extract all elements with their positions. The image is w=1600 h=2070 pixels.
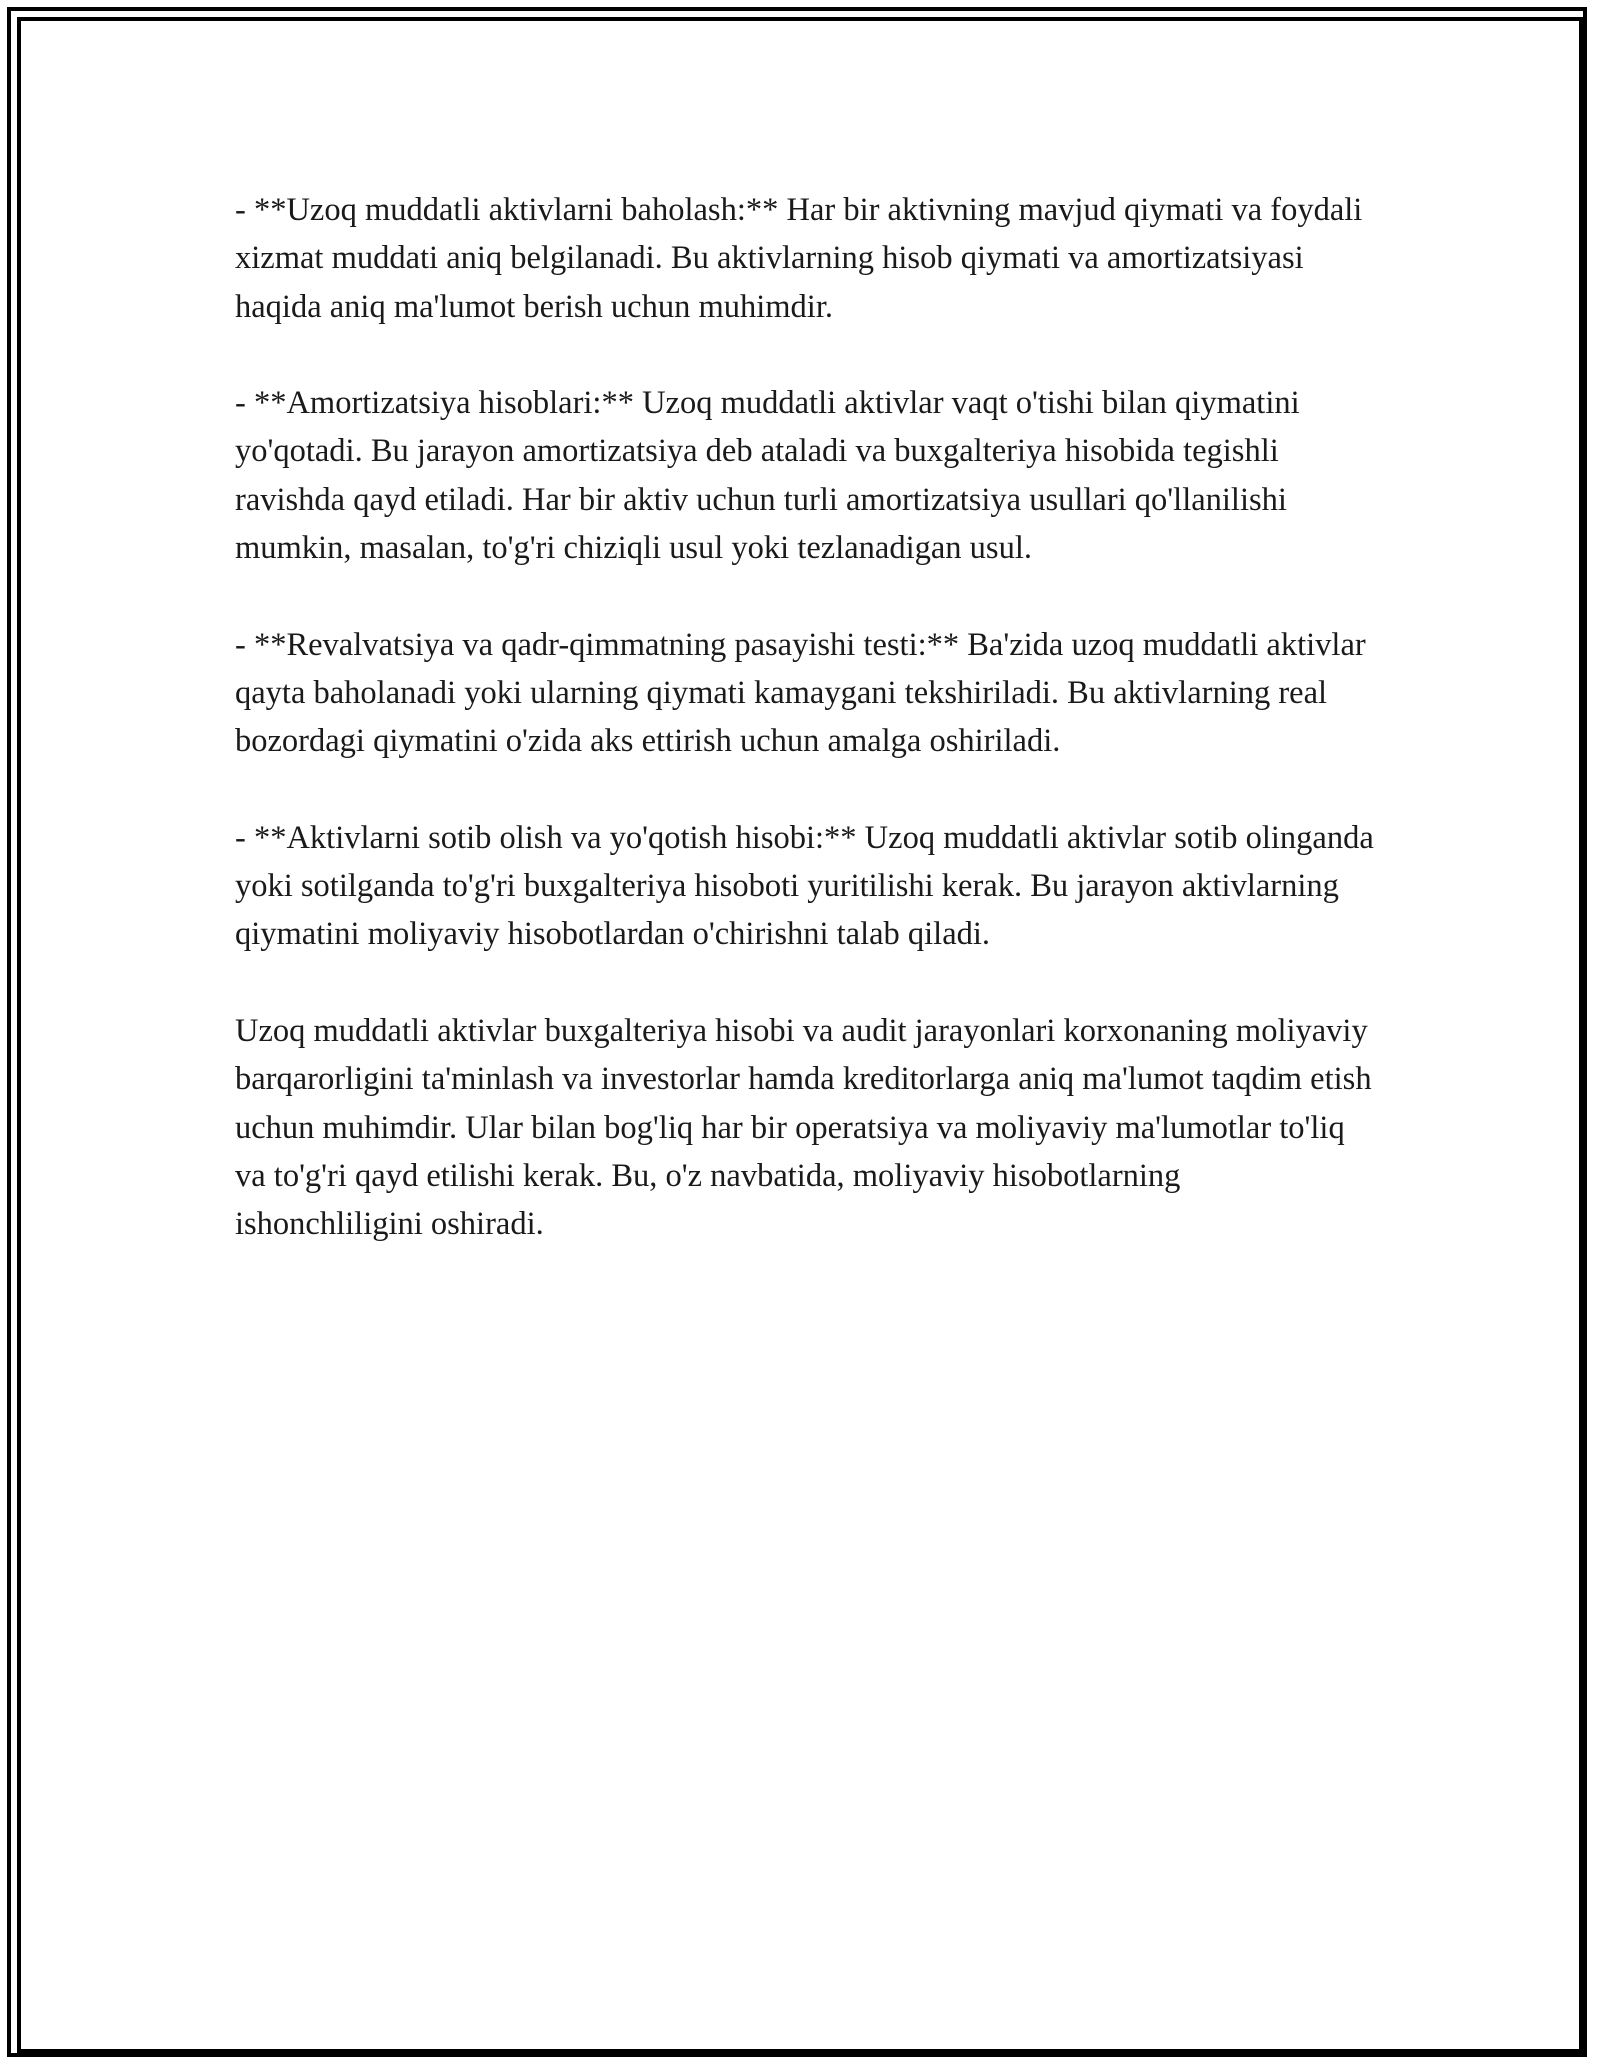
paragraph-revaluation-impairment: - **Revalvatsiya va qadr-qimmatning pasayishi testi:** Ba'zida uzoq muddatli aktivlar qayta baholanadi yoki ularning qiymati kamaygani tekshiriladi. Bu aktivlarning real bozordagi qiymatini o'zida aks ettirish uchun amalga oshiriladi. — [235, 626, 1366, 760]
paragraph-asset-valuation: - **Uzoq muddatli aktivlarni baholash:** Har bir aktivning mavjud qiymati va foydali xizmat muddati aniq belgilanadi. Bu aktivlarning hisob qiymati va amortizatsiyasi haqida aniq ma'lumot berish uchun muhimdir. — [235, 192, 1363, 325]
paragraph-depreciation: - **Amortizatsiya hisoblari:** Uzoq muddatli aktivlar vaqt o'tishi bilan qiymatini yo'qotadi. Bu jarayon amortizatsiya deb ataladi va buxgalteriya hisobida tegishli ravishda qayd etiladi. Har bir aktiv uchun turli amortizatsiya usullari qo'llanilishi mumkin, masalan, to'g'ri chiziqli usul yoki tezlanadigan usul. — [235, 385, 1300, 567]
paragraph-conclusion: Uzoq muddatli aktivlar buxgalteriya hisobi va audit jarayonlari korxonaning moliyaviy barqarorligini ta'minlash va investorlar hamda kreditorlarga aniq ma'lumot taqdim etish uchun muhimdir. Ular bilan bog'liq har bir operatsiya va moliyaviy ma'lumotlar to'liq va to'g'ri qayd etilishi kerak. Bu, o'z navbatida, moliyaviy hisobotlarning ishonchliligini oshiradi. — [235, 1013, 1372, 1243]
document-body — [235, 186, 1375, 1297]
paragraph-acquisition-disposal: - **Aktivlarni sotib olish va yo'qotish hisobi:** Uzoq muddatli aktivlar sotib olinganda yoki sotilganda to'g'ri buxgalteriya hisoboti yuritilishi kerak. Bu jarayon aktivlarning qiymatini moliyaviy hisobotlardan o'chirishni talab qiladi. — [235, 819, 1374, 953]
